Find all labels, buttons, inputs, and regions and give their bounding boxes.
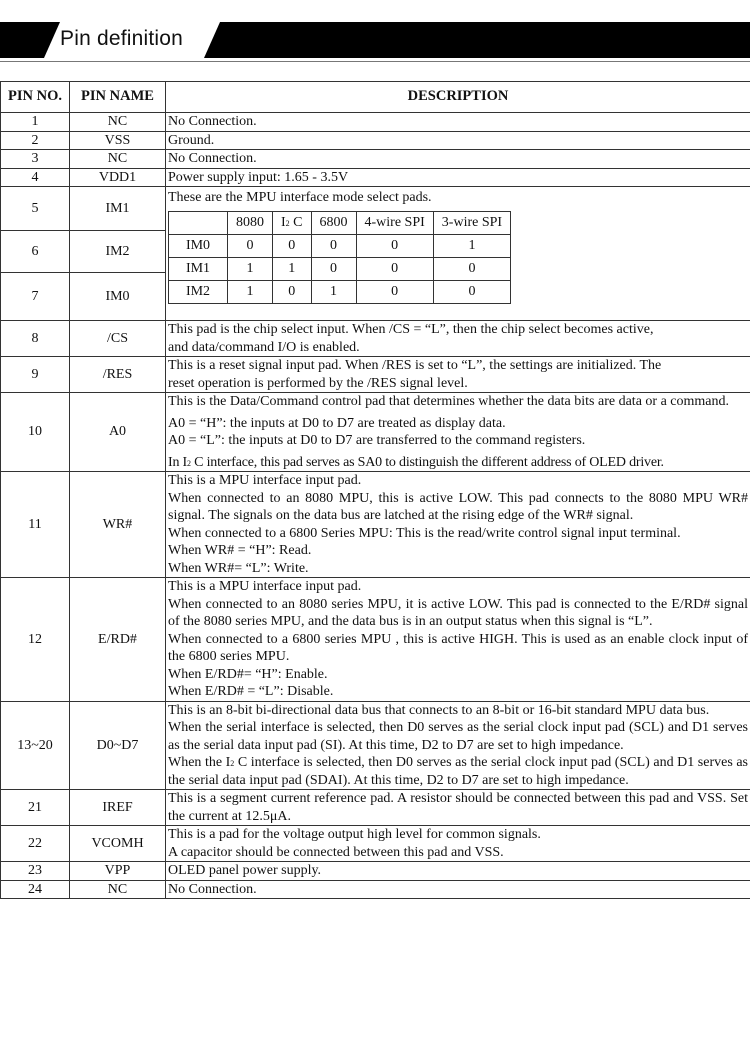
pin-no: 3: [1, 150, 70, 169]
pin-no: 9: [1, 357, 70, 393]
im-desc-text: These are the MPU interface mode select pads.: [168, 190, 432, 205]
pin-table: [0, 81, 750, 899]
desc-line: When E/RD# = “L”: Disable.: [168, 684, 334, 699]
mode-value: 0: [433, 280, 510, 303]
pin-desc: [166, 357, 750, 393]
mode-value: 1: [433, 234, 510, 257]
mode-value: 0: [311, 234, 356, 257]
mode-col: 4-wire SPI: [356, 211, 433, 234]
pin-no: 21: [1, 790, 70, 826]
pin-no: 23: [1, 862, 70, 881]
pin-desc: OLED panel power supply.: [166, 862, 750, 881]
pin-no: 22: [1, 826, 70, 862]
pin-desc: [166, 701, 750, 790]
pin-name: NC: [70, 880, 166, 899]
banner-rule: [0, 61, 750, 62]
pin-no: 8: [1, 321, 70, 357]
table-row: [1, 357, 750, 393]
pin-desc: Ground.: [166, 131, 750, 150]
pin-name: E/RD#: [70, 578, 166, 702]
mode-select-table: [168, 211, 511, 304]
pin-desc: No Connection.: [166, 150, 750, 169]
pin-name: /CS: [70, 321, 166, 357]
i2c-suffix: C: [289, 215, 303, 230]
i2c-prefix: When the I: [168, 755, 231, 770]
pin-desc-im: [166, 187, 750, 321]
mode-corner: [169, 211, 228, 234]
mode-col: 3-wire SPI: [433, 211, 510, 234]
pin-name: IREF: [70, 790, 166, 826]
header-description: DESCRIPTION: [166, 82, 750, 113]
desc-line: This is a reset signal input pad. When /RES is set to “L”, the settings are initialized. The: [168, 358, 662, 373]
pin-name: VCOMH: [70, 826, 166, 862]
header-row: [1, 82, 750, 113]
pin-no: 12: [1, 578, 70, 702]
desc-line: When connected to an 8080 MPU, this is active LOW. This pad connects to the 8080 MPU WR# signal. The signals on the data bus are latched at the rising edge of the WR# signal.: [168, 490, 748, 523]
desc-line: A0 = “L”: the inputs at D0 to D7 are transferred to the command registers.: [168, 433, 586, 448]
pin-name: VPP: [70, 862, 166, 881]
desc-line: This is a MPU interface input pad.: [168, 473, 362, 488]
mode-row: [169, 280, 511, 303]
mode-value: 0: [228, 234, 273, 257]
desc-line: reset operation is performed by the /RES signal level.: [168, 375, 468, 391]
table-row: [1, 187, 750, 231]
pin-desc: No Connection.: [166, 880, 750, 899]
mode-value: 0: [433, 257, 510, 280]
desc-line: This is an 8-bit bi-directional data bus that connects to an 8-bit or 16-bit standard MPU data bus.: [168, 702, 710, 718]
table-row: [1, 321, 750, 357]
pin-no: 6: [1, 231, 70, 273]
desc-line: When WR# = “H”: Read.: [168, 543, 312, 558]
pin-name: VDD1: [70, 168, 166, 187]
table-row: [1, 393, 750, 472]
mode-value: 1: [273, 257, 312, 280]
pin-desc: [166, 790, 750, 826]
pin-no: 2: [1, 131, 70, 150]
pin-no: 7: [1, 273, 70, 321]
i2c-sup: 2: [285, 219, 290, 228]
table-row: [1, 578, 750, 702]
pin-no: 13~20: [1, 701, 70, 790]
mode-value: 0: [273, 280, 312, 303]
pin-name: WR#: [70, 472, 166, 578]
pin-desc: No Connection.: [166, 113, 750, 132]
section-title: Pin definition: [60, 27, 184, 50]
table-row: [1, 472, 750, 578]
i2c-suffix: C interface, this pad serves as SA0 to distinguish the different address of OLED driver.: [190, 454, 664, 470]
table-row: [1, 150, 750, 169]
pin-name: VSS: [70, 131, 166, 150]
pin-name: /RES: [70, 357, 166, 393]
desc-line: A0 = “H”: the inputs at D0 to D7 are treated as display data.: [168, 415, 506, 431]
pin-desc: Power supply input: 1.65 - 3.5V: [166, 168, 750, 187]
section-banner: [0, 22, 750, 58]
pin-name: A0: [70, 393, 166, 472]
pin-no: 11: [1, 472, 70, 578]
desc-line: When the serial interface is selected, then D0 serves as the serial clock input pad (SCL) and D1 serves as the serial data input pad (SI). At this time, D2 to D7 are set to high impedance.: [168, 720, 748, 753]
table-row: [1, 880, 750, 899]
mode-row: [169, 257, 511, 280]
mode-col: 6800: [311, 211, 356, 234]
pin-desc: [166, 393, 750, 472]
pin-desc: [166, 826, 750, 862]
mode-label: IM2: [169, 280, 228, 303]
pin-no: 10: [1, 393, 70, 472]
desc-line: This is a pad for the voltage output high level for common signals.: [168, 827, 541, 842]
header-pin-name: PIN NAME: [70, 82, 166, 113]
desc-line: When connected to an 8080 series MPU, it is active LOW. This pad is connected to the E/RD# signal of the 8080 series MPU, and the data bus is in an output status when this signal is “L”.: [168, 596, 748, 629]
table-row: [1, 131, 750, 150]
mode-value: 0: [273, 234, 312, 257]
pin-name: D0~D7: [70, 701, 166, 790]
pin-no: 4: [1, 168, 70, 187]
desc-line: This is a MPU interface input pad.: [168, 579, 362, 594]
pin-no: 1: [1, 113, 70, 132]
mode-value: 0: [356, 234, 433, 257]
desc-line: When connected to a 6800 series MPU , this is active HIGH. This is used as an enable clock input of the 6800 series MPU.: [168, 631, 748, 664]
pin-no: 5: [1, 187, 70, 231]
mode-col: 8080: [228, 211, 273, 234]
desc-line: This is a segment current reference pad. A resistor should be connected between this pad and VSS. Set the current at 12.5μA.: [168, 791, 748, 824]
desc-line: When connected to a 6800 Series MPU: This is the read/write control signal input terminal.: [168, 525, 681, 541]
pin-desc: [166, 578, 750, 702]
pin-name: NC: [70, 113, 166, 132]
header-pin-no: PIN NO.: [1, 82, 70, 113]
mode-header-row: [169, 211, 511, 234]
desc-line: and data/command I/O is enabled.: [168, 339, 360, 355]
mode-value: 0: [356, 280, 433, 303]
pin-name: IM0: [70, 273, 166, 321]
desc-line: When WR#= “L”: Write.: [168, 560, 309, 576]
pin-name: IM1: [70, 187, 166, 231]
desc-line-i2c: [168, 454, 748, 472]
table-row: [1, 701, 750, 790]
desc-line-i2c: [168, 754, 748, 789]
pin-name: IM2: [70, 231, 166, 273]
table-row: [1, 113, 750, 132]
desc-line: This pad is the chip select input. When /CS = “L”, then the chip select becomes active,: [168, 322, 654, 337]
pin-no: 24: [1, 880, 70, 899]
desc-line: This is the Data/Command control pad that determines whether the data bits are data or a command.: [168, 394, 729, 409]
mode-value: 1: [228, 280, 273, 303]
mode-col-i2c: [273, 211, 312, 234]
i2c-prefix: I: [281, 215, 286, 230]
mode-value: 1: [311, 280, 356, 303]
pin-desc: [166, 321, 750, 357]
i2c-sup: 2: [230, 759, 235, 768]
mode-label: IM0: [169, 234, 228, 257]
i2c-sup: 2: [187, 458, 191, 468]
mode-value: 0: [356, 257, 433, 280]
desc-line: When E/RD#= “H”: Enable.: [168, 666, 328, 682]
mode-value: 0: [311, 257, 356, 280]
pin-desc: [166, 472, 750, 578]
i2c-prefix: In I: [168, 454, 188, 470]
mode-value: 1: [228, 257, 273, 280]
table-row: [1, 826, 750, 862]
pin-name: NC: [70, 150, 166, 169]
table-row: [1, 862, 750, 881]
i2c-suffix: C interface is selected, then D0 serves as the serial clock input pad (SCL) and D1 serves as the serial data input pad (SDAI). At this time, D2 to D7 are set to high impedance.: [168, 755, 748, 788]
table-row: [1, 168, 750, 187]
mode-label: IM1: [169, 257, 228, 280]
desc-line: A capacitor should be connected between this pad and VSS.: [168, 844, 504, 860]
table-row: [1, 790, 750, 826]
mode-row: [169, 234, 511, 257]
